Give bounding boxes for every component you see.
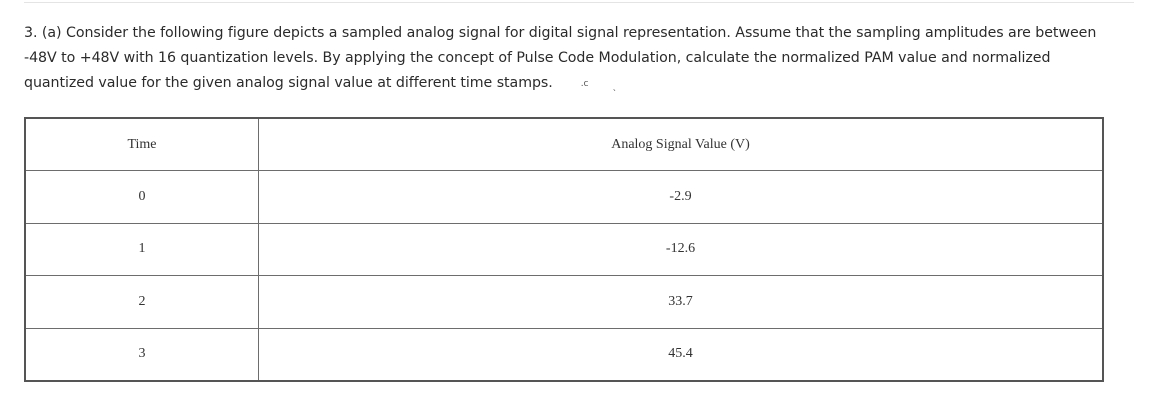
question-text — [24, 21, 1124, 100]
time-cell: 3 — [25, 328, 259, 381]
time-cell: 2 — [25, 276, 259, 329]
time-cell: 0 — [25, 171, 259, 224]
top-divider — [24, 2, 1134, 3]
table-row — [25, 223, 1103, 276]
analog-value-cell: -12.6 — [259, 223, 1104, 276]
question-line-1: 3. (a) Consider the following figure depicts a sampled analog signal for digital signal representation. Assume that the sampling amplitudes are between — [24, 25, 1097, 41]
stray-mark-1: .c — [580, 79, 589, 89]
table-row — [25, 328, 1103, 381]
table-row — [25, 276, 1103, 329]
header-time-label: Time — [127, 136, 157, 152]
analog-value-cell: 33.7 — [259, 276, 1104, 329]
analog-value-cell: 45.4 — [259, 328, 1104, 381]
signal-data-table — [24, 117, 1104, 382]
header-analog-value-label: Analog Signal Value (V) — [611, 136, 750, 152]
analog-value-cell: -2.9 — [259, 171, 1104, 224]
table-row — [25, 171, 1103, 224]
header-time — [25, 118, 259, 171]
header-analog-value — [259, 118, 1104, 171]
stray-mark-2: ˎ — [612, 82, 617, 92]
question-line-3 — [24, 71, 1124, 100]
table-header-row — [25, 118, 1103, 171]
time-cell: 1 — [25, 223, 259, 276]
question-line-3-text: quantized value for the given analog signal value at different time stamps. — [24, 75, 553, 91]
question-line-2: -48V to +48V with 16 quantization levels. By applying the concept of Pulse Code Modulation, calculate the normalized PAM value and normalized — [24, 50, 1051, 66]
